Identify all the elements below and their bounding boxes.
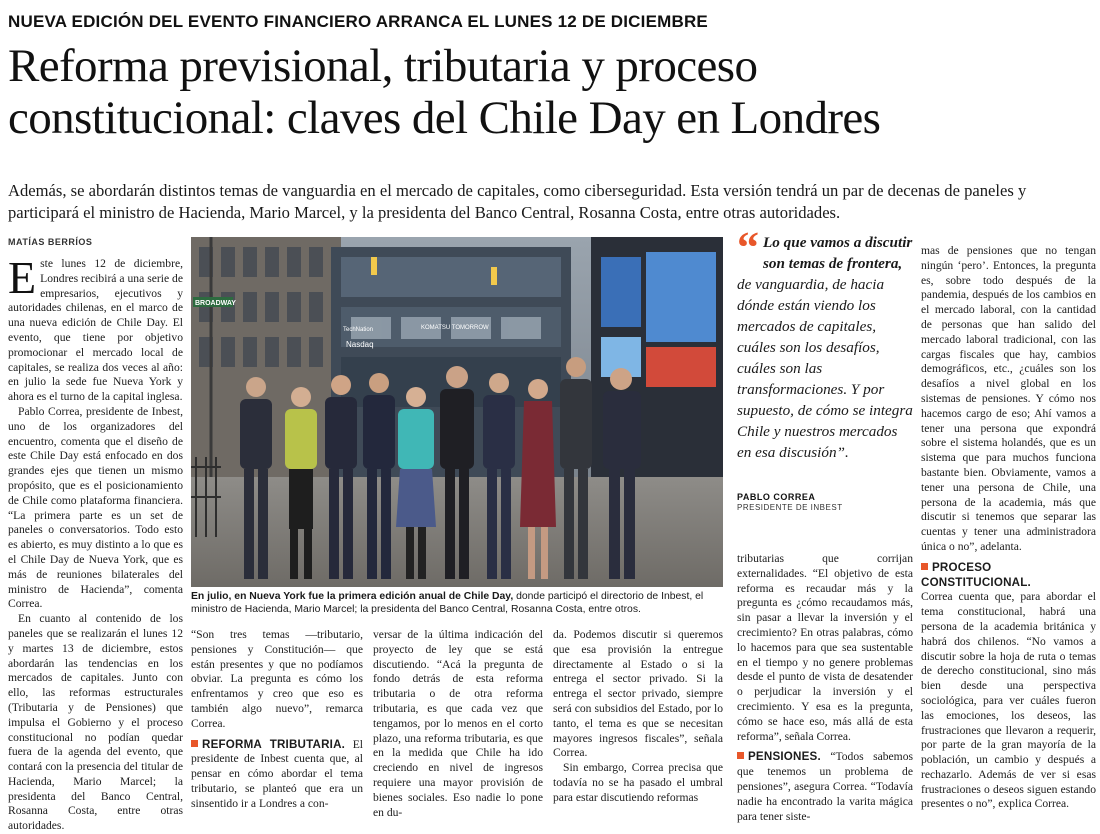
headline-line-1: Reforma previsional, tributaria y proceso [8,40,758,92]
paragraph: versar de la última indicación del proyecto de ley que se está discutiendo. “Acá la pregunta de fondo detrás de esta reforma tributaria o de otra reforma tributaria, es que cada vez que tengamos, por lo menos en el corto plazo, una reforma tributaria, es que en la medida que Chile ha ido creciendo en nivel de ingresos requiere una mayor provisión de bienes sociales. Eso nadie lo pone en du- [373,628,543,819]
paragraph: “Todos sabemos que tenemos un problema de pensiones”, asegura Correa. “Todavía nadie ha encontrado la varita mágica para tener siste- [737,750,913,823]
section-marker-icon [921,563,928,570]
paragraph: mas de pensiones que no tengan ningún ‘pero’. Entonces, la pregunta es, sobre todo después de la pandemia, después de los cambios en el mercado laboral, con la cantidad de personas que han salido del mercado laboral tradicional, con las cargas fiscales que hay, cambios demográficos, etc., ¿cuáles son los desafíos a nivel global en los sistemas de pensiones. Y cómo nos hacemos cargo de eso; Ahí vamos a tener una persona que expondrá sobre el sistema holandés, que es un sistema que para muchos funciona bastante bien. Obviamente, vamos a tener una persona de Chile, una persona de la academia, más que discutir si tenemos que separar las cuentas y tener una administradora única o no”, adelanta. [921,244,1096,553]
subhead-pensiones: PENSIONES. [748,750,821,764]
kicker: NUEVA EDICIÓN DEL EVENTO FINANCIERO ARRANCA EL LUNES 12 DE DICIEMBRE [8,12,708,31]
pull-quote-role: PRESIDENTE DE INBEST [737,503,843,512]
caption-bold: En julio, en Nueva York fue la primera edición anual de Chile Day, [191,591,514,602]
pull-quote-text: de vanguardia, de hacia dónde están viendo los mercados de capitales, cuáles son los desafíos, cuáles son las transformaciones. Y por supuesto, de cómo se integra Chile y nuestros mercados en esa discusión”. [737,276,913,461]
pull-quote-author: PABLO CORREA [737,492,816,502]
byline: MATÍAS BERRÍOS [8,237,93,247]
headline [8,40,1098,144]
section-marker-icon [191,740,198,747]
paragraph: En cuanto al contenido de los paneles que se realizarán el lunes 12 y martes 13 de diciembre, estos abordarán las tendencias en los mercados de capitales. Junto con ello, las reformas estructurales (Tributaria y de Pensiones) que impulsa el Gobierno y el proceso constitucional no podían quedar fuera de la agenda del evento, que contará con la presencia del titular de Hacienda, Mario Marcel; la presidenta del Banco Central, Rosanna Costa, entre otras autoridades. [8,612,183,833]
paragraph: Pablo Correa, presidente de Inbest, uno de los organizadores del encuentro, comenta que el diseño de este Chile Day está enfocado en dos grandes ejes que tienen un mismo propósito, que es el posicionamiento de Chile como plataforma financiera. “La primera parte es un set de paneles o conversatorios. Todo esto es abierto, es muy distinto a lo que es el Chile Day de Nueva York, que es más de reuniones bilaterales del ministro de Hacienda”, comenta Correa. [8,404,183,611]
caption-text: donde participó el directorio de Inbest, el ministro de Hacienda, Mario Marcel; la presidenta del Banco Central, Rosanna Costa, entre otros. [191,591,704,615]
paragraph: “Son tres temas —tributario, pensiones y Constitución— que están presentes y que no podíamos obviar. La pregunta es cómo los enfrentamos y creo que eso es también algo nuevo”, remarca Correa. [191,628,363,730]
nasdaq-sign: Nasdaq [346,340,374,349]
pull-quote-bold: Lo que vamos a discutir son temas de frontera, [763,234,913,272]
photo-group-times-square [191,237,723,587]
article-column-2 [191,628,363,812]
article-column-1 [8,252,183,834]
article-column-4 [553,628,723,806]
paragraph: Sin embargo, Correa precisa que todavía no se ha pasado el umbral para estar discutiendo reformas [553,761,723,804]
paragraph: El presidente de Inbest cuenta que, al pensar en cómo abordar el tema tributario, se planteó que era un sinsentido ir a Londres a con- [191,737,364,810]
article-column-6 [921,244,1096,812]
building-sign: KOMATSU TOMORROW [421,325,489,331]
tech-sign: TechNation [343,327,374,333]
section-marker-icon [737,752,744,759]
paragraph: da. Podemos discutir si queremos que esa provisión la entregue directamente al Estado o si la entrega el sector privado. Si la entrega el sector privado, siempre será con subsidios del Estado, por lo tanto, el tema es que se necesitan mayores ingresos fiscales”, señala Correa. [553,628,723,760]
quote-mark-icon: “ [737,223,759,272]
paragraph: Correa cuenta que, para abordar el tema constitucional, habrá una persona de la academia británica y habrá dos chilenos. “No vamos a discutir sobre la hoja de ruta o temas de derecho constitucional, sino más bien desde una perspectiva sociológica, para ver cuáles fueron las emociones, los deseos, las frustraciones que llevaron a requerir, por parte de la gran mayoría de la población, un cambio y después a rechazarlo. Además de ver si esas frustraciones o deseos siguen estando presentes o no”, explica Correa. [921,590,1096,811]
paragraph: tributarias que corrijan externalidades. “El objetivo de esta reforma es recaudar más y la pregunta es ¿cómo recaudamos más, sin pasar a llevar la inversión y el crecimiento? En otras palabras, cómo lo hacemos para que sea sustentable en el tiempo y no genere problemas desde el punto de vista de desatender o perjudicar la inversión y el crecimiento. Y esa es la pregunta, cómo se hace eso, más allá de esta reforma”, señala Correa. [737,552,913,743]
photo-caption [191,590,723,616]
deck: Además, se abordarán distintos temas de vanguardia en el mercado de capitales, como ciberseguridad. Esta versión tendrá un par de decenas de paneles y participará el ministro de Hacienda, Mario Marcel, y la presidenta del Banco Central, Rosanna Costa, entre otras autoridades. [8,181,1027,222]
headline-line-2: constitucional: claves del Chile Day en Londres [8,92,881,144]
street-sign: BROADWAY [195,300,236,307]
pull-quote [737,223,913,463]
article-column-5 [737,552,913,824]
news-photo [191,237,723,587]
article-column-3 [373,628,543,820]
subhead-proceso-constitucional: PROCESO CONSTITUCIONAL. [921,560,1031,589]
paragraph: ste lunes 12 de diciembre, Londres recibirá a una serie de empresarios, ejecutivos y autoridades chilenas, en el marco de una nueva edición de Chile Day. El evento, que tiene por objetivo promocionar el mercado local de capitales, se realiza dos veces al año: en julio la sede fue Nueva York y ahora es el turno de la capital inglesa. [8,257,183,404]
subhead-reforma-tributaria: REFORMA TRIBUTARIA. [202,737,346,751]
drop-cap: E [8,252,37,303]
